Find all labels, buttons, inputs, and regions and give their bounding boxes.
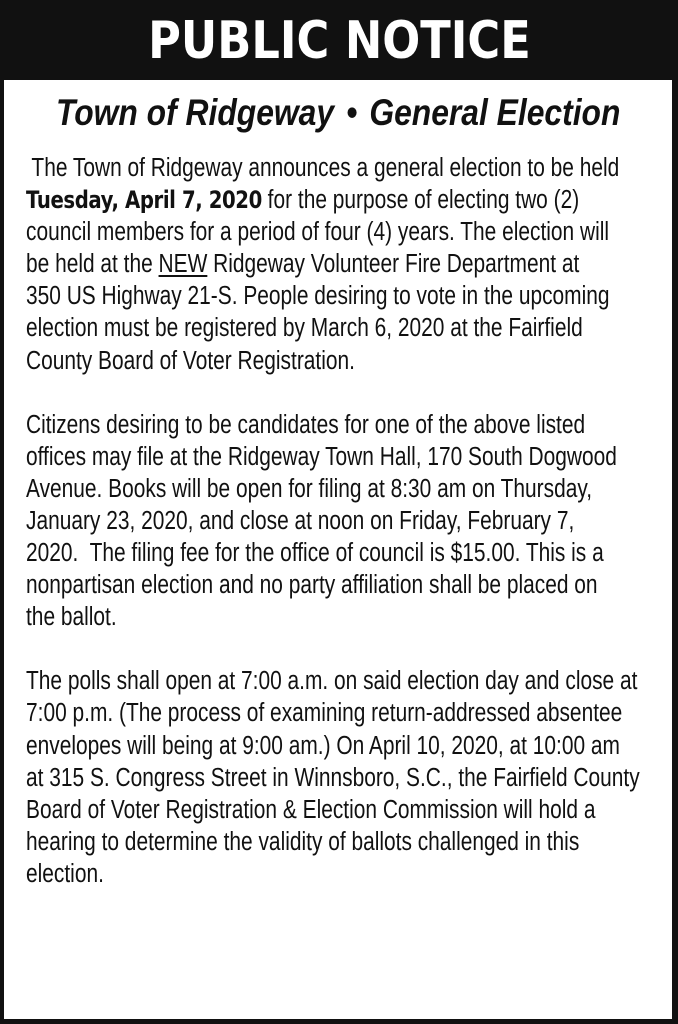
- notice-banner: [0, 0, 678, 80]
- text-line: [26, 248, 649, 280]
- text-line: [26, 697, 649, 729]
- text-segment: election must be registered by March 6, 2020 at the Fairfield: [26, 314, 583, 343]
- notice-panel: [4, 80, 672, 1019]
- text-line: [26, 216, 649, 248]
- text-segment: for the purpose of electing two (2): [261, 186, 580, 215]
- notice-title: PUBLIC NOTICE: [147, 11, 531, 71]
- paragraph: [26, 152, 649, 377]
- text-segment: County Board of Voter Registration.: [26, 346, 355, 375]
- text-segment: be held at the: [26, 250, 159, 279]
- text-segment: council members for a period of four (4) years. The election will: [26, 218, 610, 247]
- text-segment: The Town of Ridgeway announces a general election to be held: [26, 154, 620, 182]
- text-line: [26, 665, 649, 697]
- text-line: [26, 505, 649, 537]
- text-line: [26, 409, 649, 441]
- emphasis-new: NEW: [158, 250, 208, 279]
- text-segment: Ridgeway Volunteer Fire Department at: [207, 250, 580, 279]
- text-line: [26, 794, 649, 826]
- text-segment: Board of Voter Registration & Election Commission will hold a: [26, 795, 596, 824]
- text-line: [26, 537, 649, 569]
- text-segment: hearing to determine the validity of ballots challenged in this: [26, 827, 580, 856]
- text-segment: election.: [26, 859, 104, 888]
- text-segment: 350 US Highway 21-S. People desiring to vote in the upcoming: [26, 282, 610, 311]
- paragraph: [26, 665, 649, 890]
- text-line: [26, 826, 649, 858]
- text-line: [26, 858, 649, 890]
- text-line: [26, 762, 649, 794]
- text-segment: January 23, 2020, and close at noon on Friday, February 7,: [26, 506, 575, 535]
- text-line: [26, 601, 649, 633]
- subtitle-town: Town of Ridgeway: [55, 92, 334, 133]
- text-segment: at 315 S. Congress Street in Winnsboro, S.C., the Fairfield County: [26, 763, 640, 792]
- text-line: [26, 441, 649, 473]
- notice-body: [26, 152, 649, 922]
- text-segment: nonpartisan election and no party affiliation shall be placed on: [26, 571, 598, 600]
- text-segment: the ballot.: [26, 603, 117, 632]
- subtitle-election: General Election: [369, 92, 621, 133]
- text-line: [26, 730, 649, 762]
- text-line: [26, 345, 649, 377]
- text-line: [26, 184, 649, 216]
- paragraph: [26, 409, 649, 634]
- text-line: [26, 473, 649, 505]
- text-segment: Citizens desiring to be candidates for one of the above listed: [26, 410, 586, 439]
- text-line: [26, 569, 649, 601]
- text-segment: offices may file at the Ridgeway Town Hall, 170 South Dogwood: [26, 442, 617, 471]
- text-line: [26, 152, 649, 184]
- text-line: [26, 312, 649, 344]
- text-segment: 7:00 p.m. (The process of examining return-addressed absentee: [26, 699, 623, 728]
- notice-subtitle: [4, 94, 672, 131]
- election-date: Tuesday, April 7, 2020: [26, 186, 262, 215]
- bullet-separator: •: [345, 92, 358, 133]
- text-segment: Avenue. Books will be open for filing at 8:30 am on Thursday,: [26, 474, 593, 503]
- text-line: [26, 280, 649, 312]
- text-segment: 2020. The filing fee for the office of council is $15.00. This is a: [26, 539, 604, 568]
- text-segment: The polls shall open at 7:00 a.m. on said election day and close at: [26, 667, 638, 696]
- text-segment: envelopes will being at 9:00 am.) On April 10, 2020, at 10:00 am: [26, 731, 620, 760]
